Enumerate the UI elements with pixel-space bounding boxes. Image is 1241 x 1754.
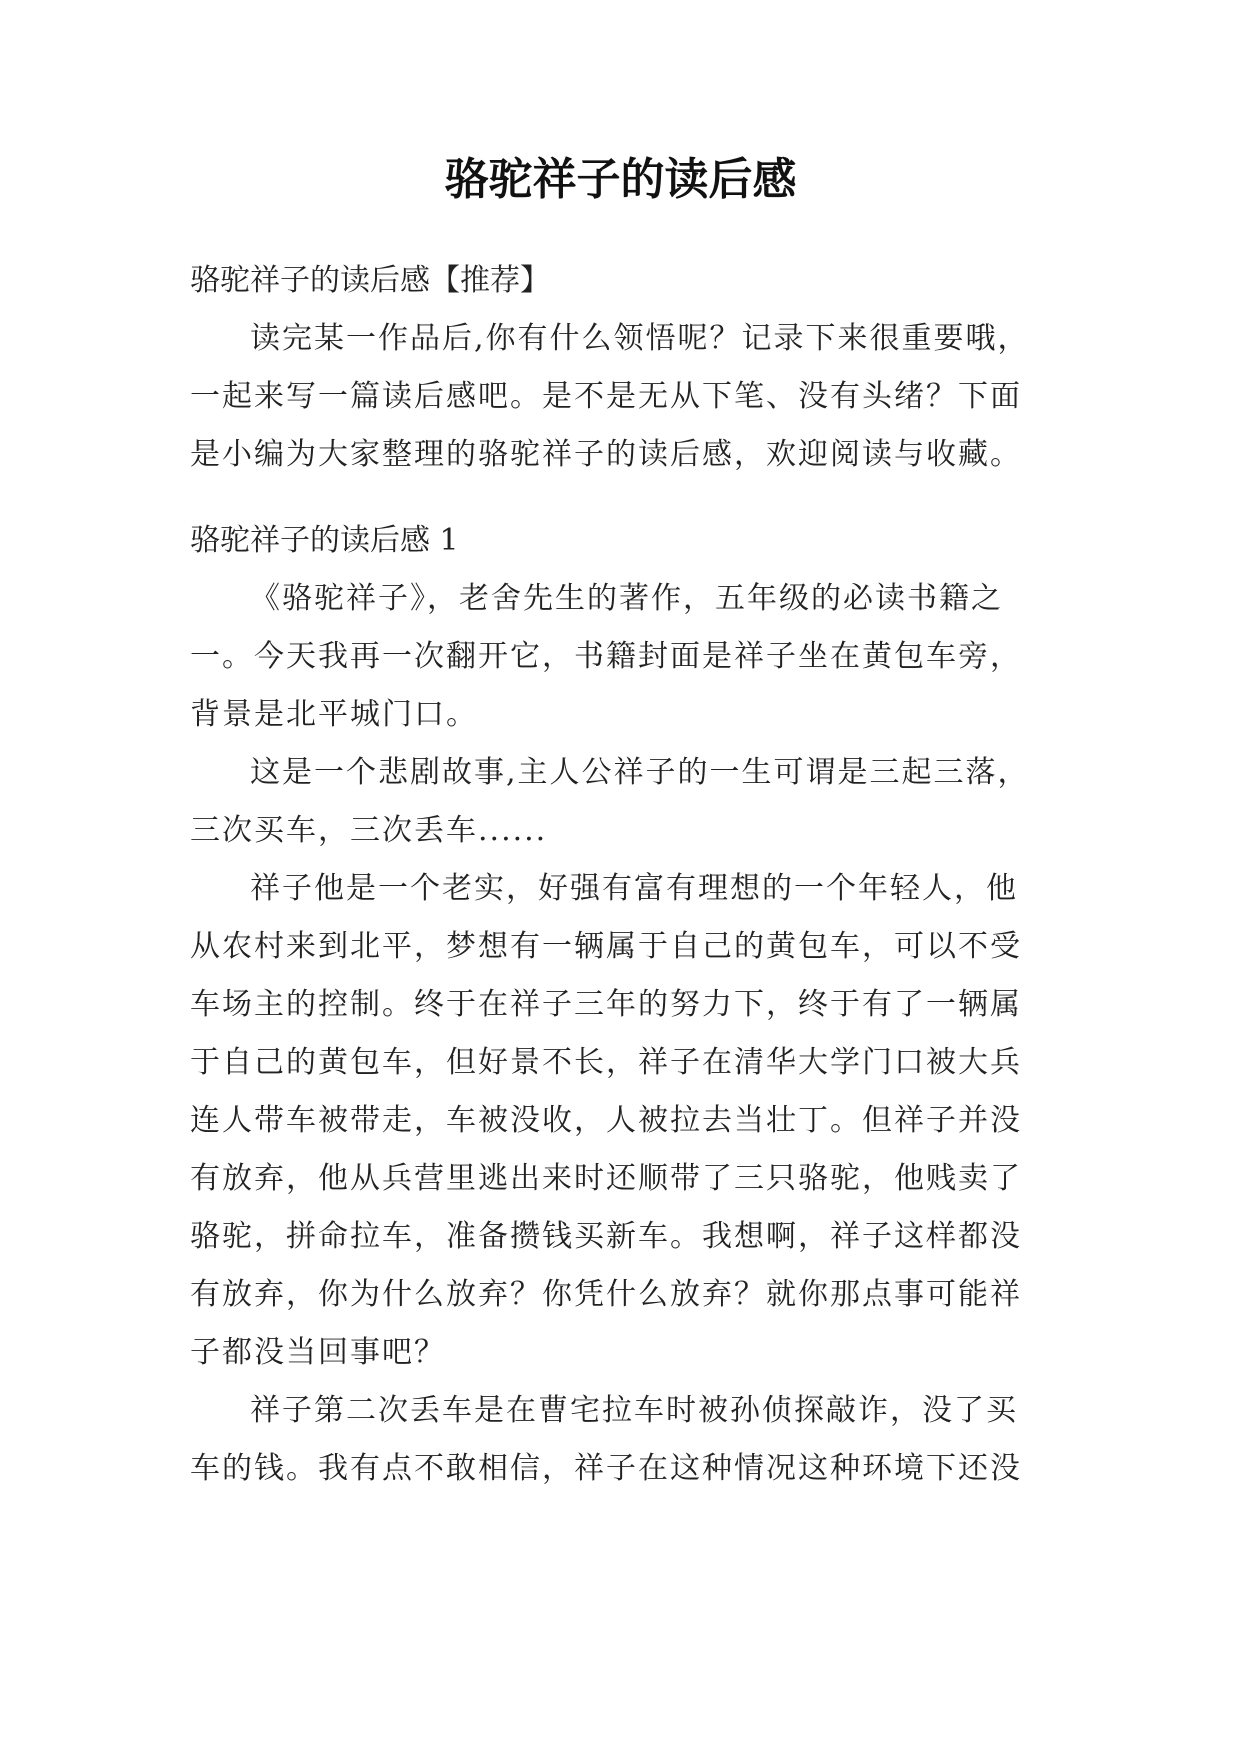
paragraph-line: 有放弃，你为什么放弃？你凭什么放弃？就你那点事可能祥: [190, 1277, 1022, 1312]
paragraph-line: 背景是北平城门口。: [190, 697, 478, 732]
subtitle-block: [190, 252, 1060, 310]
paragraph-3: [190, 860, 1060, 1382]
paragraph-line: 这是一个悲剧故事,主人公祥子的一生可谓是三起三落，: [250, 755, 1030, 790]
intro-paragraph: [190, 310, 1060, 484]
paragraph-line: 《骆驼祥子》，老舍先生的著作，五年级的必读书籍之: [250, 581, 1003, 616]
paragraph-line: 一起来写一篇读后感吧。是不是无从下笔、没有头绪？下面: [190, 379, 1022, 414]
paragraph-line: 子都没当回事吧？: [190, 1335, 446, 1370]
paragraph-line: 从农村来到北平，梦想有一辆属于自己的黄包车，可以不受: [190, 929, 1022, 964]
paragraph-line: 一。今天我再一次翻开它，书籍封面是祥子坐在黄包车旁，: [190, 639, 1022, 674]
document-title: 骆驼祥子的读后感: [444, 154, 797, 205]
paragraph-line: 车场主的控制。终于在祥子三年的努力下，终于有了一辆属: [190, 987, 1022, 1022]
paragraph-4: [190, 1382, 1060, 1498]
paragraph-line: 祥子他是一个老实，好强有富有理想的一个年轻人，他: [250, 871, 1018, 906]
paragraph-line: 读完某一作品后,你有什么领悟呢？记录下来很重要哦，: [250, 321, 1030, 356]
paragraph-line: 于自己的黄包车，但好景不长，祥子在清华大学门口被大兵: [190, 1045, 1022, 1080]
paragraph-line: 车的钱。我有点不敢相信，祥子在这种情况这种环境下还没: [190, 1451, 1022, 1486]
section-heading-block: [190, 512, 1060, 570]
paragraph-line: 连人带车被带走，车被没收，人被拉去当壮丁。但祥子并没: [190, 1103, 1022, 1138]
paragraph-line: 骆驼，拼命拉车，准备攒钱买新车。我想啊，祥子这样都没: [190, 1219, 1022, 1254]
paragraph-line: 三次买车，三次丢车......: [190, 813, 548, 848]
paragraph-1: [190, 570, 1060, 744]
paragraph-line: 祥子第二次丢车是在曹宅拉车时被孙侦探敲诈，没了买: [250, 1393, 1018, 1428]
document-subtitle: 骆驼祥子的读后感【推荐】: [190, 263, 550, 298]
paragraph-2: [190, 744, 1060, 860]
paragraph-line: 有放弃，他从兵营里逃出来时还顺带了三只骆驼，他贱卖了: [190, 1161, 1022, 1196]
paragraph-line: 是小编为大家整理的骆驼祥子的读后感，欢迎阅读与收藏。: [190, 437, 1022, 472]
section-heading: 骆驼祥子的读后感 1: [190, 523, 459, 558]
